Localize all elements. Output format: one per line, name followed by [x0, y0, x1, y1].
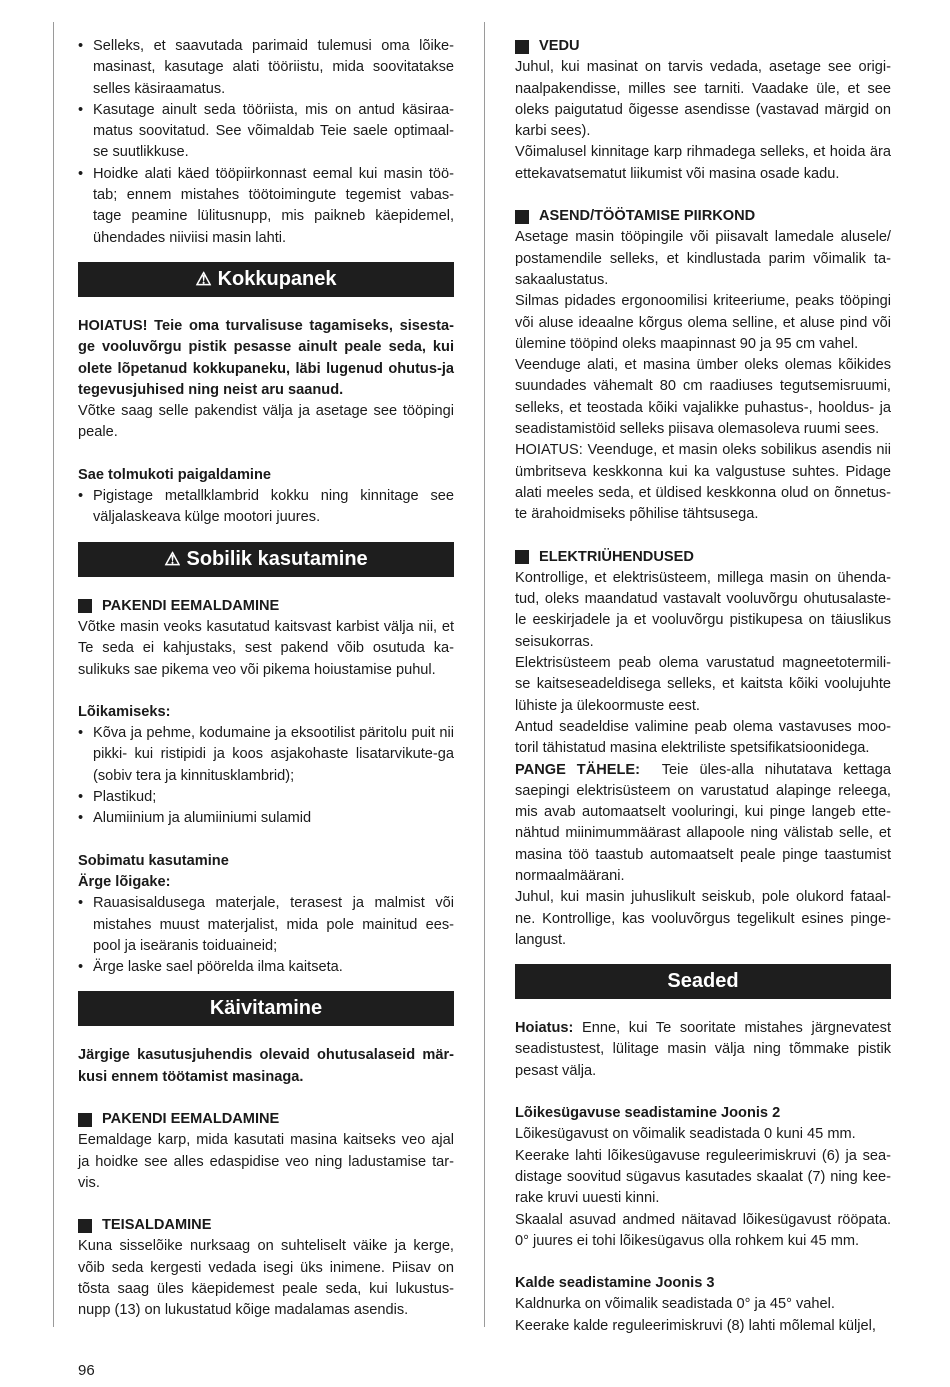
section-bar-kokkupanek — [78, 262, 454, 297]
note-label: PANGE TÄHELE: — [515, 761, 641, 778]
improper-use-title: Sobimatu kasutamine — [78, 852, 229, 869]
section-title: Sobilik kasutamine — [186, 547, 368, 570]
subsection-heading — [78, 1109, 454, 1130]
paragraph: Kontrollige, et elektrisüsteem, millega masin on ühenda-tud, oleks maandatud vastavalt vooluvõrgu ohutusalaste-le eeskirjadele ja et vooluvõrgu pistikupesa on täiuslikus seisukorras. — [515, 569, 891, 650]
dust-bag-title: Sae tolmukoti paigaldamine — [78, 466, 272, 483]
subsection-heading — [515, 547, 891, 568]
paragraph — [515, 760, 891, 888]
paragraph: Keerake lahti lõikesügavuse reguleerimiskruvi (6) ja sea-distage soovitud sügavus kasutades skaalat (7) ning kee-rake kruvi uuesti kinni. — [515, 1147, 891, 1207]
section-bar-seaded — [515, 964, 891, 999]
dont-cut-list — [78, 893, 454, 978]
subsection-heading — [78, 596, 454, 617]
warning-text: Enne, kui Te sooritate mistahes järgnevatest seadistustest, lülitage masin välja ning tõmmake pistik pesast välja. — [515, 1020, 891, 1079]
list-item: • Rauasisaldusega materjale, terasest ja malmist või mistahes muust materjalist, mida pole mainitud ees-pool ja iseäranis toiduaineid; — [78, 893, 454, 957]
subsection-heading — [515, 36, 891, 57]
section-title: Kokkupanek — [217, 267, 337, 290]
paragraph: Kuna sisselõike nurksaag on suhteliselt väike ja kerge, võib seda kergesti vedada isegi üks inimene. Piisav on tõsta saag üles käepidemest peale seda, kui lukustus-nupp (13) on lukustatud kõige madalamas asendis. — [78, 1238, 454, 1319]
intro-bullet-list — [78, 36, 454, 249]
subsection-heading — [515, 206, 891, 227]
square-bullet-icon — [515, 210, 529, 224]
paragraph: Võtke masin veoks kasutatud kaitsvast karbist välja nii, et Te seda ei kahjustaks, sest pakend võib osutuda ka-sulikuks sae pikema veo või pikema hoiustamise puhul. — [78, 618, 454, 678]
paragraph: Keerake kalde reguleerimiskruvi (8) lahti mõlemal küljel, — [515, 1317, 876, 1334]
section-title: Seaded — [667, 970, 739, 993]
paragraph: Võimalusel kinnitage karp rihmadega selleks, et hoida ära ettekavatsematut liikumist või masina osade kadu. — [515, 144, 891, 182]
section-title: Käivitamine — [209, 997, 323, 1020]
startup-intro: Järgige kasutusjuhendis olevaid ohutusalaseid mär-kusi ennem töötamist masinaga. — [78, 1047, 454, 1085]
tilt-title: Kalde seadistamine Joonis 3 — [515, 1275, 715, 1292]
subsection-title: ASEND/TÖÖTAMISE PIIRKOND — [539, 208, 756, 225]
list-item: • Selleks, et saavutada parimaid tulemusi oma lõike-masinast, kasutage alati tööriistu, mida soovitatakse selles käsiraamatus. — [78, 36, 454, 100]
right-column — [515, 36, 891, 1337]
paragraph: HOIATUS: Veenduge, et masin oleks sobilikus asendis nii ümbritseva keskkonna kui ka valgustuse suhtes. Pidage alati meeles seda, et üldised keskkonna olud on õnnetus-te ärahoidmiseks põhilise tähtsusega. — [515, 442, 891, 523]
list-item: • Pigistage metallklambrid kokku ning kinnitage see väljalaskeava külge mootori juures. — [78, 486, 454, 529]
subsection-title: VEDU — [539, 38, 580, 54]
paragraph: Kaldnurka on võimalik seadistada 0° ja 45° vahel. — [515, 1296, 835, 1313]
dont-cut-title: Ärge lõigake: — [78, 873, 171, 890]
paragraph: Eemaldage karp, mida kasutati masina kaitseks veo ajal ja hoidke see alles edaspidise veo ning ladustamise tar-vis. — [78, 1132, 454, 1191]
paragraph — [515, 1018, 891, 1082]
paragraph: Asetage masin tööpingile või piisavalt lamedale alusele/ postamendile selleks, et kindlustada parim võimalik ta-sakaalustatus. — [515, 229, 891, 288]
center-column-rule — [484, 22, 485, 1327]
warning-label: Hoiatus: — [515, 1020, 574, 1037]
subsection-title: TEISALDAMINE — [102, 1217, 212, 1234]
list-item: • Kasutage ainult seda tööriista, mis on antud käsiraa-matus soovitatud. See võimaldab Teie saele optimaal-se suutlikkuse. — [78, 100, 454, 164]
paragraph: Veenduge alati, et masina ümber oleks olemas kõikides suundades vähemalt 80 cm raadiuses tegutsemisruumi, selleks, et teostada kõiki vajalikke puhastus-, hooldus- ja seadistamistöid selleks piisava olemasoleva ruumi sees. — [515, 357, 891, 438]
square-bullet-icon — [515, 40, 529, 54]
list-item: • Plastikud; — [78, 787, 454, 808]
assembly-warning: HOIATUS! Teie oma turvalisuse tagamiseks, sisesta-ge vooluvõrgu pistik pesasse ainult peale seda, kui olete lõpetanud kokkupaneku, läbi lugenud ohutus-ja tegevusjuhised ning neist aru saanud. — [78, 317, 454, 398]
depth-title: Lõikesügavuse seadistamine Joonis 2 — [515, 1105, 781, 1122]
warning-triangle-icon: ⚠ — [164, 548, 181, 569]
page-number: 96 — [78, 1362, 95, 1379]
square-bullet-icon — [78, 1113, 92, 1127]
cut-list — [78, 723, 454, 829]
section-bar-sobilik-kasutamine — [78, 542, 454, 577]
list-item: • Hoidke alati käed tööpiirkonnast eemal kui masin töö-tab; ennem mistahes töötoimingute tegemist vabas-tage peamine lülitusnupp, mis paikneb käepidemel, ühendades niiviisi masin lahti. — [78, 164, 454, 249]
subsection-title: PAKENDI EEMALDAMINE — [102, 1110, 280, 1127]
section-bar-kaivitamine — [78, 991, 454, 1026]
square-bullet-icon — [78, 1219, 92, 1233]
paragraph: Skaalal asuvad andmed näitavad lõikesügavust rööpata. 0° juures ei tohi lõikesügavus olla rohkem kui 45 mm. — [515, 1211, 891, 1249]
square-bullet-icon — [78, 599, 92, 613]
square-bullet-icon — [515, 550, 529, 564]
list-item: • Ärge laske sael pöörelda ilma kaitseta. — [78, 957, 454, 978]
left-column — [78, 36, 454, 1322]
subsection-heading — [78, 1215, 454, 1236]
list-item: • Kõva ja pehme, kodumaine ja eksootilist päritolu puit nii pikki- kui ristipidi ja koos asjakohaste lisatarvikute-ga (sobiv tera ja kinnitusklambrid); — [78, 723, 454, 787]
assembly-text: Võtke saag selle pakendist välja ja asetage see tööpingi peale. — [78, 403, 454, 441]
paragraph: Juhul, kui masin juhuslikult seiskub, pole olukord fataal-ne. Kontrollige, kas vooluvõrgus tegelikult esines pinge-langust. — [515, 889, 891, 948]
paragraph: Silmas pidades ergonoomilisi kriteeriume, peaks tööpingi või aluse ideaalne kõrgus olema selline, et aluse pind või ülemine tööpind oleks maapinnast 90 ja 95 cm vahel. — [515, 293, 891, 352]
cut-title: Lõikamiseks: — [78, 703, 171, 720]
list-item: • Alumiinium ja alumiiniumi sulamid — [78, 808, 454, 829]
warning-triangle-icon: ⚠ — [195, 268, 212, 289]
paragraph: Elektrisüsteem peab olema varustatud magneetotermili-se kaitseseadeldisega selleks, et kaitsta kõiki voolujuhte lühiste ja ülekoormuste eest. — [515, 655, 891, 714]
dust-bag-list — [78, 486, 454, 529]
subsection-title: PAKENDI EEMALDAMINE — [102, 597, 280, 614]
paragraph: Antud seadeldise valimine peab olema vastavuses moo-toril tähistatud masina elektriliste spetsifikatsioonidega. — [515, 718, 891, 757]
paragraph: Lõikesügavust on võimalik seadistada 0 kuni 45 mm. — [515, 1126, 856, 1143]
left-margin-rule — [53, 22, 54, 1327]
subsection-title: ELEKTRIÜHENDUSED — [539, 548, 694, 565]
note-text: Teie üles-alla nihutatava kettaga saepingi elektrisüsteem on varustatud alapinge releega, mis avab automaatselt vooluringi, kui pinge langeb ette-nähtud miinimummäärast allapoole ning välistab selle, et masina töö taastub automaatselt peale pinge taastumist normaalmäärani. — [515, 761, 891, 884]
paragraph: Juhul, kui masinat on tarvis vedada, asetage see origi-naalpakendisse, milles see tarniti. Vaadake üle, et see oleks paigutatud õigesse asendisse (vastavad märgid on karbi sees). — [515, 59, 891, 140]
